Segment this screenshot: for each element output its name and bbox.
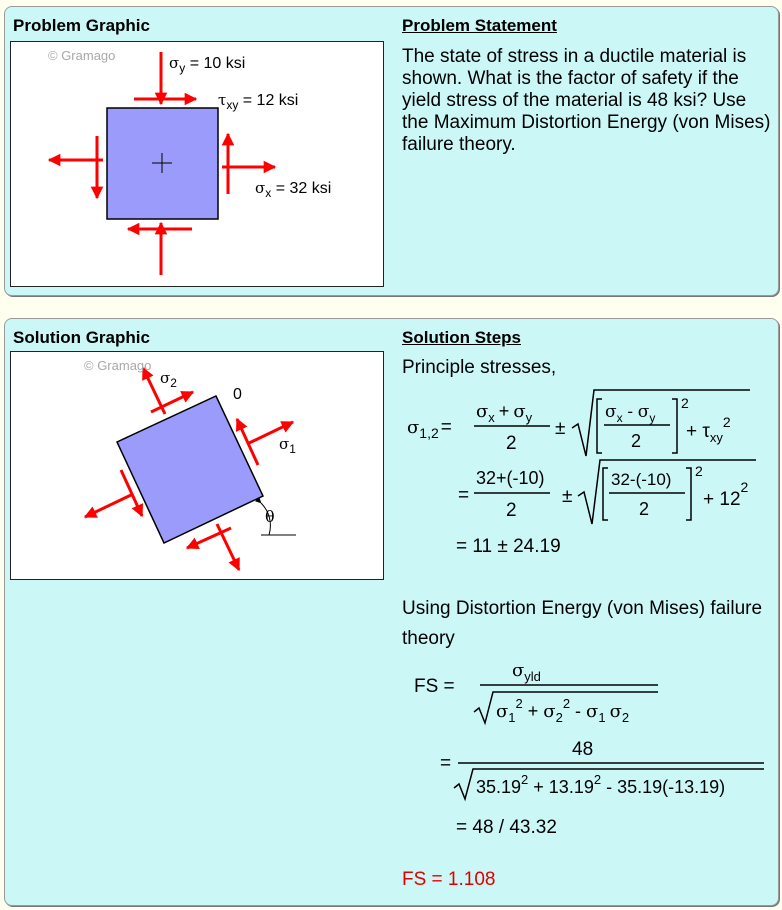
sigma1-label: $\sigma_1$: [279, 435, 296, 456]
theta-label: θ: [265, 507, 275, 526]
solution-graphic-title: Solution Graphic: [13, 328, 150, 347]
sigma-y-label: $\sigma_y = 10$ ksi: [169, 54, 246, 75]
rotated-element: [117, 396, 263, 543]
svg-text:σx - σy: $\sigma_x - \sigma_y$: [605, 402, 656, 425]
principle-stresses-text: Principle stresses,: [402, 357, 557, 378]
svg-text:2: 2: [639, 499, 650, 519]
zero-label: 0: [233, 386, 242, 403]
svg-text:σ12 + σ22 - σ1σ2: $\sigma_1^2 + \sigma_2^2 - \sigma_1$ $\sigma_2$: [496, 696, 630, 725]
problem-watermark: © Gramago: [48, 48, 116, 63]
stress-element-diagram: [11, 42, 383, 286]
svg-text:σyld: $\sigma_{yld}$: [512, 660, 541, 684]
svg-text:2: 2: [506, 500, 517, 521]
principal-stress-diagram: [11, 352, 383, 579]
fs-numeric: [440, 739, 764, 799]
principal-stress-equations: [404, 386, 764, 626]
problem-graphic-title: Problem Graphic: [13, 16, 150, 35]
sigma1-lower-arrow: [85, 495, 131, 517]
problem-graphic: [10, 41, 384, 287]
svg-text:σx+σy: $\sigma_x + \sigma_y$: [476, 401, 533, 425]
svg-text:2: 2: [631, 431, 642, 451]
solution-graphic: [10, 351, 384, 580]
sigma2-label: $\sigma_2$: [160, 369, 177, 390]
fs-ratio: = 48 / 43.32: [456, 817, 557, 838]
svg-text:=: =: [458, 485, 470, 506]
svg-text:35.192 + 13.192 - 35.19(-13.19: $35.19^2 + 13.19^2 - 35.19(-13.19)$: [476, 772, 726, 797]
svg-text:32-(-10): 32-(-10): [611, 470, 672, 489]
svg-text:2: 2: [695, 463, 703, 479]
fs-formula: [414, 660, 658, 725]
factor-of-safety-equations: [404, 650, 774, 890]
svg-text:=: =: [440, 753, 452, 774]
solution-steps-title: Solution Steps: [402, 328, 521, 347]
svg-text:48: 48: [572, 739, 594, 760]
svg-text:FS =: FS =: [414, 676, 455, 697]
solution-watermark: © Gramago: [84, 358, 152, 373]
equation-3: = 11 ± 24.19: [456, 536, 561, 557]
problem-statement-text: The state of stress in a ductile material is shown. What is the factor of safety if the yield stress of the material is 48 ksi? Use the Maximum Distortion Energy (von Mises) failure theory.: [402, 46, 771, 155]
svg-text:σ1,2=: $\sigma_{1,2}$ =: [407, 417, 452, 441]
fs-result: FS = 1.108: [402, 869, 496, 890]
equation-2: [458, 460, 756, 524]
svg-text:+ 122: + $12^2$: [703, 479, 749, 510]
svg-text:32+(-10): 32+(-10): [476, 468, 545, 488]
svg-text:2: 2: [681, 395, 689, 411]
svg-text:±: ±: [562, 486, 573, 507]
sigma-x-label: $\sigma_x = 32$ ksi: [255, 179, 332, 200]
tau-xy-label: $\tau_{xy} = 12$ ksi: [218, 91, 299, 112]
svg-text:2: 2: [506, 433, 517, 454]
svg-text:+ τxy2: + $\tau_{xy}^2$: [686, 414, 731, 445]
distortion-energy-text: Using Distortion Energy (von Mises) failure theory: [402, 598, 763, 649]
equation-1: [407, 390, 750, 456]
svg-text:±: ±: [555, 418, 566, 439]
problem-statement-title: Problem Statement: [402, 16, 557, 35]
